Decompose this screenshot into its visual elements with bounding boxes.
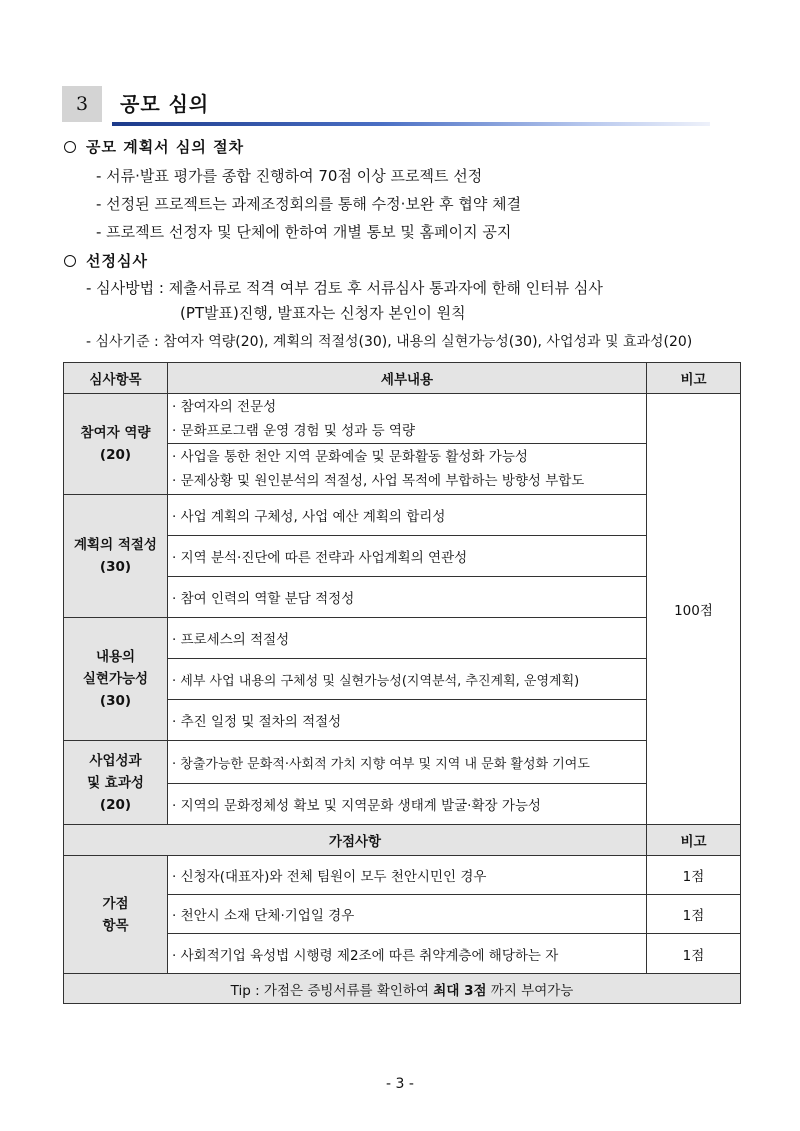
category-participant: 참여자 역량 (20) (64, 394, 168, 495)
detail-cell: · 창출가능한 문화적·사회적 가치 지향 여부 및 지역 내 문화 활성화 기여도 (168, 741, 647, 784)
table-row (64, 495, 741, 536)
selection-method-line1: - 심사방법 : 제출서류로 적격 여부 검토 후 서류심사 통과자에 한해 인터뷰 심사 (86, 279, 603, 297)
category-plan: 계획의 적절성 (30) (64, 495, 168, 618)
section-number: 3 (62, 86, 102, 122)
detail-cell: · 추진 일정 및 절차의 적절성 (168, 700, 647, 741)
selection-method-line2: (PT발표)진행, 발표자는 신청자 본인이 원칙 (180, 304, 466, 322)
bonus-header-row (64, 825, 741, 856)
section-underline (112, 122, 710, 126)
category-bonus: 가점 항목 (64, 856, 168, 974)
circle-bullet-icon (64, 255, 76, 267)
procedure-item: - 프로젝트 선정자 및 단체에 한하여 개별 통보 및 홈페이지 공지 (96, 223, 512, 241)
selection-heading: 선정심사 (64, 250, 148, 271)
procedure-heading: 공모 계획서 심의 절차 (64, 136, 244, 157)
evaluation-table (63, 362, 741, 1004)
detail-cell: · 참여 인력의 역할 분담 적정성 (168, 577, 647, 618)
total-score-note: 100점 (647, 394, 741, 825)
bonus-note: 1점 (647, 934, 741, 974)
bonus-header-note: 비고 (647, 825, 741, 856)
selection-criteria-line: - 심사기준 : 참여자 역량(20), 계획의 적절성(30), 내용의 실현가능성(30), 사업성과 및 효과성(20) (86, 334, 693, 350)
section-title: 공모 심의 (120, 92, 210, 116)
tip-row (64, 974, 741, 1004)
procedure-item: - 선정된 프로젝트는 과제조정회의를 통해 수정·보완 후 협약 체결 (96, 195, 522, 213)
table-row (64, 741, 741, 784)
table-row (64, 394, 741, 444)
detail-cell: · 사회적기업 육성법 시행령 제2조에 따른 취약계층에 해당하는 자 (168, 934, 647, 974)
bonus-note: 1점 (647, 895, 741, 934)
header-category: 심사항목 (64, 363, 168, 394)
category-feasibility: 내용의 실현가능성 (30) (64, 618, 168, 741)
circle-bullet-icon (64, 141, 76, 153)
detail-cell: · 천안시 소재 단체·기업일 경우 (168, 895, 647, 934)
detail-cell: · 지역 분석·진단에 따른 전략과 사업계획의 연관성 (168, 536, 647, 577)
header-note: 비고 (647, 363, 741, 394)
table-header-row (64, 363, 741, 394)
tip-cell: Tip : 가점은 증빙서류를 확인하여 최대 3점 까지 부여가능 (64, 974, 741, 1004)
header-detail: 세부내용 (168, 363, 647, 394)
table-row (64, 856, 741, 895)
bonus-note: 1점 (647, 856, 741, 895)
detail-cell: · 지역의 문화정체성 확보 및 지역문화 생태계 발굴·확장 가능성 (168, 784, 647, 825)
detail-cell: · 참여자의 전문성 · 문화프로그램 운영 경험 및 성과 등 역량 (168, 394, 647, 444)
detail-cell: · 세부 사업 내용의 구체성 및 실현가능성(지역분석, 추진계획, 운영계획) (168, 659, 647, 700)
detail-cell: · 사업 계획의 구체성, 사업 예산 계획의 합리성 (168, 495, 647, 536)
bonus-header: 가점사항 (64, 825, 647, 856)
detail-cell: · 신청자(대표자)와 전체 팀원이 모두 천안시민인 경우 (168, 856, 647, 895)
procedure-item: - 서류·발표 평가를 종합 진행하여 70점 이상 프로젝트 선정 (96, 167, 483, 185)
page-number: - 3 - (386, 1076, 414, 1092)
detail-cell: · 사업을 통한 천안 지역 문화예술 및 문화활동 활성화 가능성 · 문제상황 및 원인분석의 적절성, 사업 목적에 부합하는 방향성 부합도 (168, 444, 647, 495)
detail-cell: · 프로세스의 적절성 (168, 618, 647, 659)
category-outcome: 사업성과 및 효과성 (20) (64, 741, 168, 825)
table-row (64, 618, 741, 659)
section-header (62, 86, 710, 126)
